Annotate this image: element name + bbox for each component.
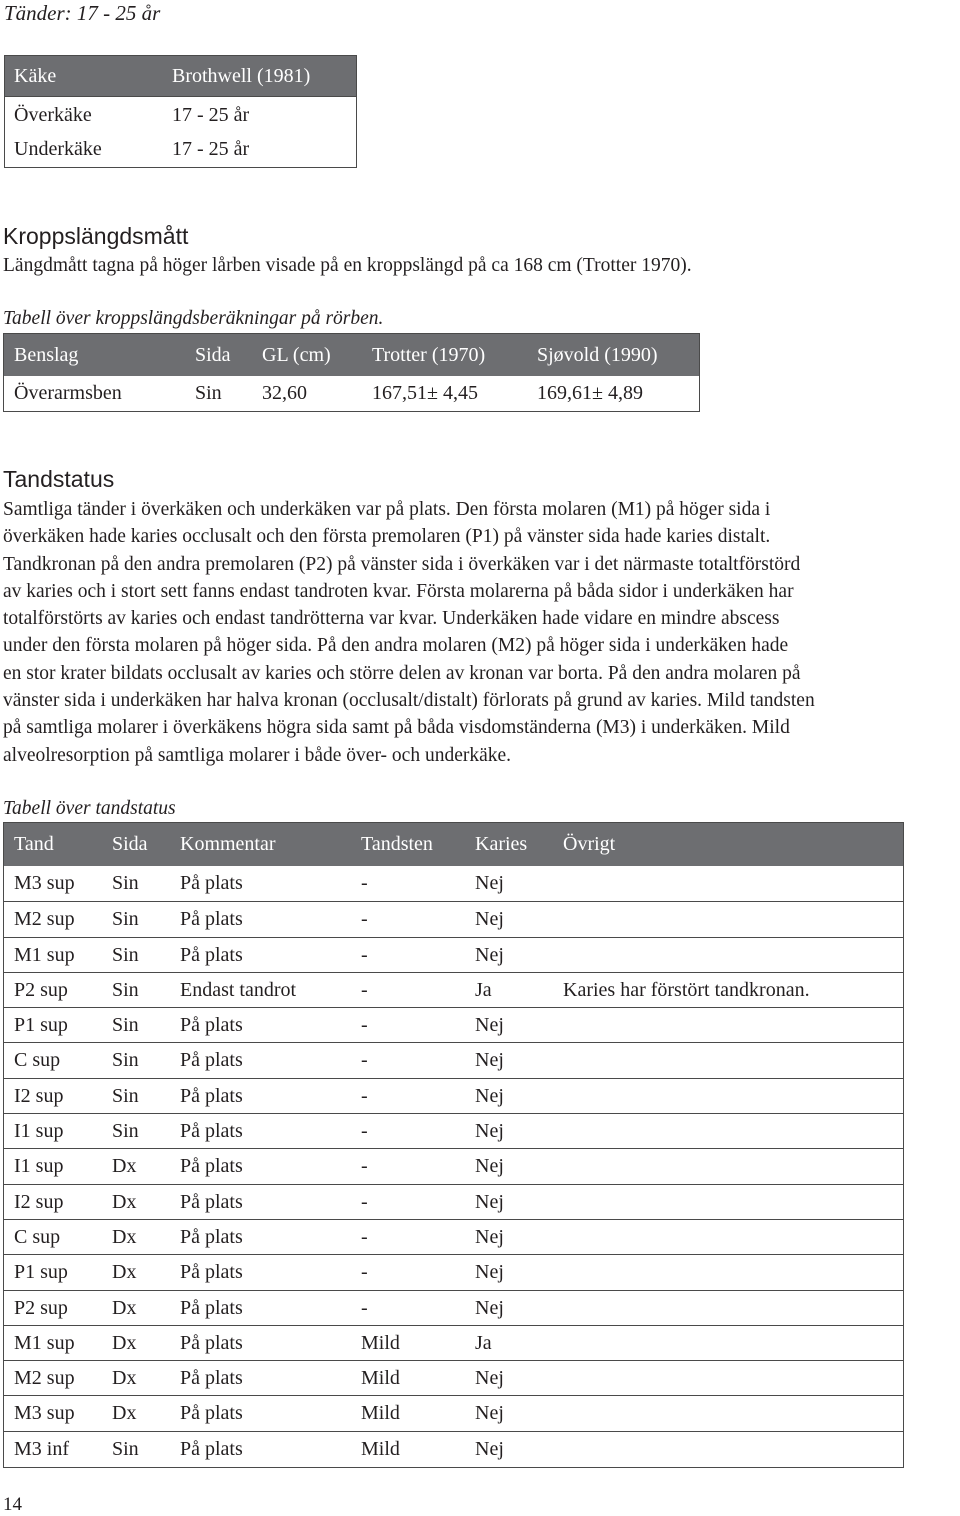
table-row bbox=[5, 132, 356, 167]
comment-cell: På plats bbox=[180, 1437, 243, 1460]
paragraph-line: totalförstörts av karies och endast tandrötterna var kvar. Underkäken hade vidare en mindre abscess bbox=[3, 608, 780, 630]
jaw-cell: Underkäke bbox=[14, 138, 102, 160]
comment-col-header: Kommentar bbox=[180, 833, 276, 855]
table-row bbox=[4, 1007, 903, 1042]
comment-cell: På plats bbox=[180, 1014, 243, 1037]
tooth-cell: M2 sup bbox=[14, 908, 75, 931]
comment-cell: På plats bbox=[180, 1402, 243, 1425]
comment-cell: På plats bbox=[180, 1190, 243, 1213]
tooth-cell: P1 sup bbox=[14, 1261, 68, 1284]
calculus-cell: - bbox=[361, 1120, 368, 1143]
calculus-cell: - bbox=[361, 1155, 368, 1178]
trotter-col-header: Trotter (1970) bbox=[372, 344, 486, 366]
caries-cell: Nej bbox=[475, 1049, 504, 1072]
tooth-cell: I1 sup bbox=[14, 1120, 64, 1143]
comment-cell: På plats bbox=[180, 1367, 243, 1390]
tooth-cell: M1 sup bbox=[14, 1331, 75, 1354]
jaw-age-table bbox=[4, 55, 357, 168]
stature-table bbox=[3, 333, 700, 412]
age-cell: 17 - 25 år bbox=[172, 138, 250, 160]
calculus-cell: - bbox=[361, 1084, 368, 1107]
jaw-col-header: Käke bbox=[14, 65, 57, 87]
calculus-cell: - bbox=[361, 1014, 368, 1037]
comment-cell: På plats bbox=[180, 1331, 243, 1354]
side-cell: Dx bbox=[112, 1331, 137, 1354]
comment-cell: På plats bbox=[180, 1120, 243, 1143]
calculus-cell: - bbox=[361, 978, 368, 1001]
page-number: 14 bbox=[3, 1494, 22, 1515]
caries-cell: Ja bbox=[475, 978, 492, 1001]
side-col-header: Sida bbox=[195, 344, 231, 366]
paragraph-line: av karies och i stort sett fanns endast tandroten kvar. Första molarerna på båda sidor i underkäken har bbox=[3, 580, 794, 602]
calculus-cell: Mild bbox=[361, 1367, 400, 1390]
side-cell: Sin bbox=[112, 978, 139, 1001]
side-cell: Dx bbox=[112, 1190, 137, 1213]
caries-cell: Nej bbox=[475, 1155, 504, 1178]
caries-cell: Nej bbox=[475, 1437, 504, 1460]
calculus-cell: - bbox=[361, 1296, 368, 1319]
caries-cell: Nej bbox=[475, 1402, 504, 1425]
tooth-cell: I2 sup bbox=[14, 1190, 64, 1213]
sjovold-cell: 169,61± 4,89 bbox=[537, 382, 643, 404]
table-row bbox=[4, 1219, 903, 1254]
comment-cell: På plats bbox=[180, 1084, 243, 1107]
dental-table-body bbox=[4, 866, 903, 1466]
tooth-cell: M3 sup bbox=[14, 872, 75, 894]
calculus-cell: - bbox=[361, 1049, 368, 1072]
tooth-cell: M1 sup bbox=[14, 943, 75, 966]
paragraph-line: under den första molaren på höger sida. På den andra molaren (M2) på höger sida i underkäken hade bbox=[3, 635, 789, 657]
calculus-cell: - bbox=[361, 1225, 368, 1248]
side-cell: Sin bbox=[112, 943, 139, 966]
paragraph-line: Tandkronan på den andra premolaren (P2) på vänster sida i överkäken var i det närmaste totaltförstörd bbox=[3, 553, 801, 575]
paragraph-line: alveolresorption på samtliga molarer i både över- och underkäke. bbox=[3, 744, 512, 766]
paragraph-line: på samtliga molarer i överkäkens högra sida samt på båda visdomständerna (M3) i underkäken. Mild bbox=[3, 717, 790, 739]
side-cell: Dx bbox=[112, 1296, 137, 1319]
side-cell: Dx bbox=[112, 1402, 137, 1425]
bone-col-header: Benslag bbox=[14, 344, 79, 366]
comment-cell: På plats bbox=[180, 1296, 243, 1319]
tooth-cell: P2 sup bbox=[14, 1296, 68, 1319]
brothwell-col-header: Brothwell (1981) bbox=[172, 65, 311, 87]
caries-cell: Nej bbox=[475, 1014, 504, 1037]
comment-cell: På plats bbox=[180, 1261, 243, 1284]
table-row bbox=[4, 866, 903, 901]
tooth-cell: M3 sup bbox=[14, 1402, 75, 1425]
table-row bbox=[4, 1148, 903, 1183]
jaw-age-table-header bbox=[5, 56, 356, 96]
comment-cell: På plats bbox=[180, 872, 243, 894]
table-row bbox=[5, 96, 356, 132]
caries-cell: Nej bbox=[475, 1084, 504, 1107]
header-label: Tänder: bbox=[4, 1, 72, 25]
paragraph-line: överkäken hade karies occlusalt och den första premolaren (P1) på vänster sida hade karies distalt. bbox=[3, 526, 771, 548]
calculus-cell: Mild bbox=[361, 1437, 400, 1460]
side-cell: Sin bbox=[195, 382, 222, 404]
table-row bbox=[4, 376, 699, 411]
calculus-cell: - bbox=[361, 872, 368, 894]
calculus-col-header: Tandsten bbox=[361, 833, 433, 855]
tooth-cell: P2 sup bbox=[14, 978, 68, 1001]
side-cell: Dx bbox=[112, 1261, 137, 1284]
table-row bbox=[4, 1360, 903, 1395]
calculus-cell: - bbox=[361, 1261, 368, 1284]
trotter-cell: 167,51± 4,45 bbox=[372, 382, 478, 404]
side-cell: Sin bbox=[112, 1437, 139, 1460]
comment-cell: På plats bbox=[180, 1155, 243, 1178]
stature-table-caption: Tabell över kroppslängdsberäkningar på rörben. bbox=[3, 308, 384, 329]
table-row bbox=[4, 1431, 903, 1466]
calculus-cell: - bbox=[361, 908, 368, 931]
calculus-cell: - bbox=[361, 1190, 368, 1213]
side-cell: Sin bbox=[112, 908, 139, 931]
table-row bbox=[4, 1042, 903, 1077]
stature-text: Längdmått tagna på höger lårben visade på en kroppslängd på ca 168 cm (Trotter 1970). bbox=[3, 255, 692, 276]
comment-cell: På plats bbox=[180, 943, 243, 966]
dental-table-caption: Tabell över tandstatus bbox=[3, 798, 176, 819]
paragraph-line: en stor krater bildats occlusalt av karies och större delen av kronan var borta. På den andra molaren på bbox=[3, 662, 801, 684]
sjovold-col-header: Sjøvold (1990) bbox=[537, 344, 658, 366]
paragraph-line: Samtliga tänder i överkäken och underkäken var på plats. Den första molaren (M1) på höger sida i bbox=[3, 499, 771, 520]
table-row bbox=[4, 1113, 903, 1148]
calculus-cell: Mild bbox=[361, 1402, 400, 1425]
header-value: 17 - 25 år bbox=[76, 1, 161, 25]
table-row bbox=[4, 1254, 903, 1289]
tooth-cell: I2 sup bbox=[14, 1084, 64, 1107]
tooth-col-header: Tand bbox=[14, 833, 54, 855]
dental-heading: Tandstatus bbox=[3, 466, 115, 492]
age-cell: 17 - 25 år bbox=[172, 104, 250, 126]
caries-cell: Nej bbox=[475, 943, 504, 966]
calculus-cell: Mild bbox=[361, 1331, 400, 1354]
side-cell: Sin bbox=[112, 1084, 139, 1107]
comment-cell: På plats bbox=[180, 1225, 243, 1248]
calculus-cell: - bbox=[361, 943, 368, 966]
side-col-header: Sida bbox=[112, 833, 148, 855]
comment-cell: På plats bbox=[180, 1049, 243, 1072]
paragraph-line: vänster sida i underkäken har halva kronan (occlusalt/distalt) förlorats på grund av karies. Mild tandsten bbox=[3, 690, 815, 712]
other-col-header: Övrigt bbox=[563, 833, 616, 855]
caries-cell: Nej bbox=[475, 908, 504, 931]
caries-cell: Nej bbox=[475, 1120, 504, 1143]
side-cell: Sin bbox=[112, 1049, 139, 1072]
caries-cell: Nej bbox=[475, 872, 504, 894]
caries-col-header: Karies bbox=[475, 833, 528, 855]
side-cell: Dx bbox=[112, 1155, 137, 1178]
table-row bbox=[4, 1184, 903, 1219]
comment-cell: Endast tandrot bbox=[180, 978, 297, 1001]
caries-cell: Nej bbox=[475, 1261, 504, 1284]
table-row bbox=[4, 1290, 903, 1325]
caries-cell: Nej bbox=[475, 1367, 504, 1390]
table-row bbox=[4, 1078, 903, 1113]
table-row bbox=[4, 1325, 903, 1360]
table-row bbox=[4, 937, 903, 972]
tooth-cell: M2 sup bbox=[14, 1367, 75, 1390]
tooth-cell: C sup bbox=[14, 1049, 61, 1072]
caries-cell: Ja bbox=[475, 1331, 492, 1354]
side-cell: Dx bbox=[112, 1367, 137, 1390]
stature-table-header bbox=[4, 334, 699, 376]
stature-heading: Kroppslängdsmått bbox=[3, 223, 189, 249]
table-row bbox=[4, 1395, 903, 1430]
tooth-cell: P1 sup bbox=[14, 1014, 68, 1037]
table-row bbox=[4, 972, 903, 1007]
gl-cell: 32,60 bbox=[262, 382, 307, 404]
caries-cell: Nej bbox=[475, 1190, 504, 1213]
tooth-cell: M3 inf bbox=[14, 1437, 69, 1460]
side-cell: Sin bbox=[112, 1120, 139, 1143]
side-cell: Dx bbox=[112, 1225, 137, 1248]
dental-paragraph bbox=[3, 496, 957, 769]
side-cell: Sin bbox=[112, 872, 139, 894]
side-cell: Sin bbox=[112, 1014, 139, 1037]
table-row bbox=[4, 901, 903, 936]
other-cell: Karies har förstört tandkronan. bbox=[563, 978, 810, 1001]
comment-cell: På plats bbox=[180, 908, 243, 931]
tooth-cell: C sup bbox=[14, 1225, 61, 1248]
caries-cell: Nej bbox=[475, 1225, 504, 1248]
jaw-cell: Överkäke bbox=[14, 104, 92, 126]
gl-col-header: GL (cm) bbox=[262, 344, 331, 366]
tooth-cell: I1 sup bbox=[14, 1155, 64, 1178]
caries-cell: Nej bbox=[475, 1296, 504, 1319]
page-header bbox=[4, 0, 160, 26]
dental-table-header bbox=[4, 823, 903, 866]
bone-cell: Överarmsben bbox=[14, 382, 122, 404]
dental-status-table bbox=[3, 822, 904, 1468]
